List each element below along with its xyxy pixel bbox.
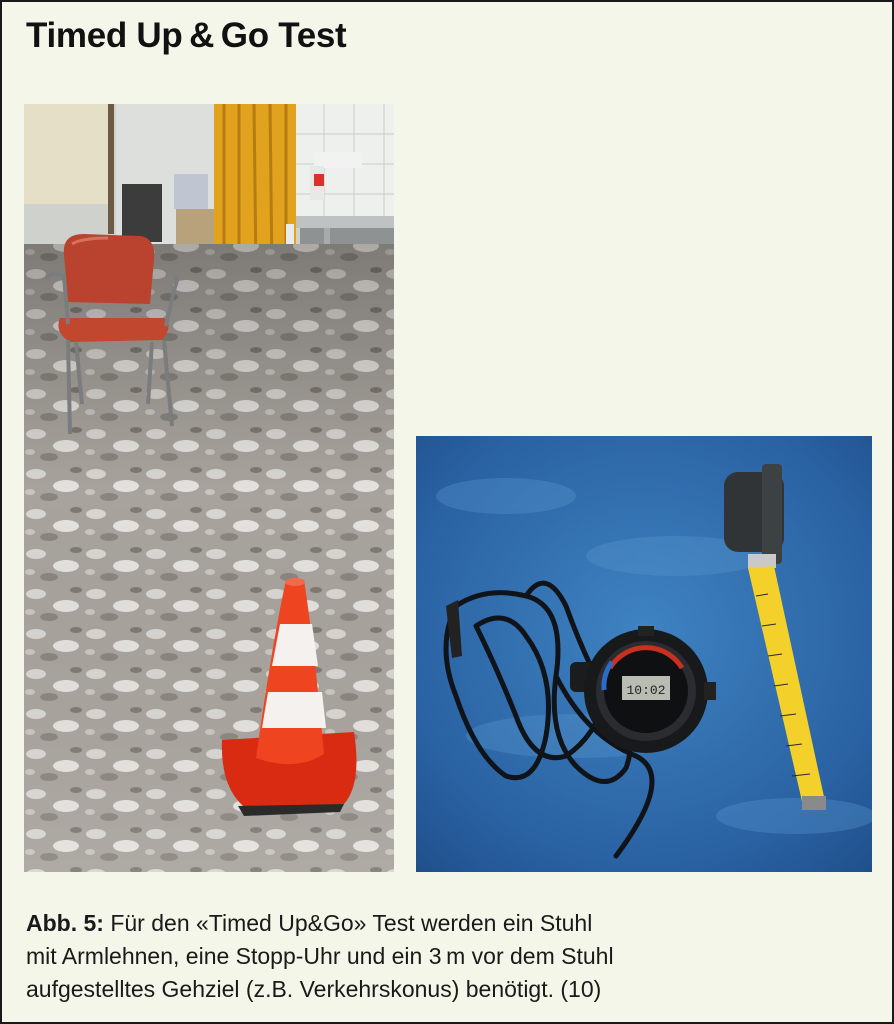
caption-line-3: aufgestelltes Gehziel (z.B. Verkehrskonus) benötigt. (10)	[26, 976, 602, 1002]
photo-stopwatch-and-tape	[416, 436, 872, 872]
caption-line-2: mit Armlehnen, eine Stopp-Uhr und ein 3 m vor dem Stuhl	[26, 943, 614, 969]
figure-caption	[26, 907, 866, 1006]
photo-chair-and-cone	[24, 104, 394, 872]
figure-title: Timed Up & Go Test	[26, 16, 347, 55]
caption-label: Abb. 5:	[26, 910, 104, 936]
stopwatch-display: 10:02	[626, 683, 666, 698]
caption-text-1: Für den «Timed Up&Go» Test werden ein Stuhl	[110, 910, 593, 936]
caption-line-1	[26, 907, 866, 940]
